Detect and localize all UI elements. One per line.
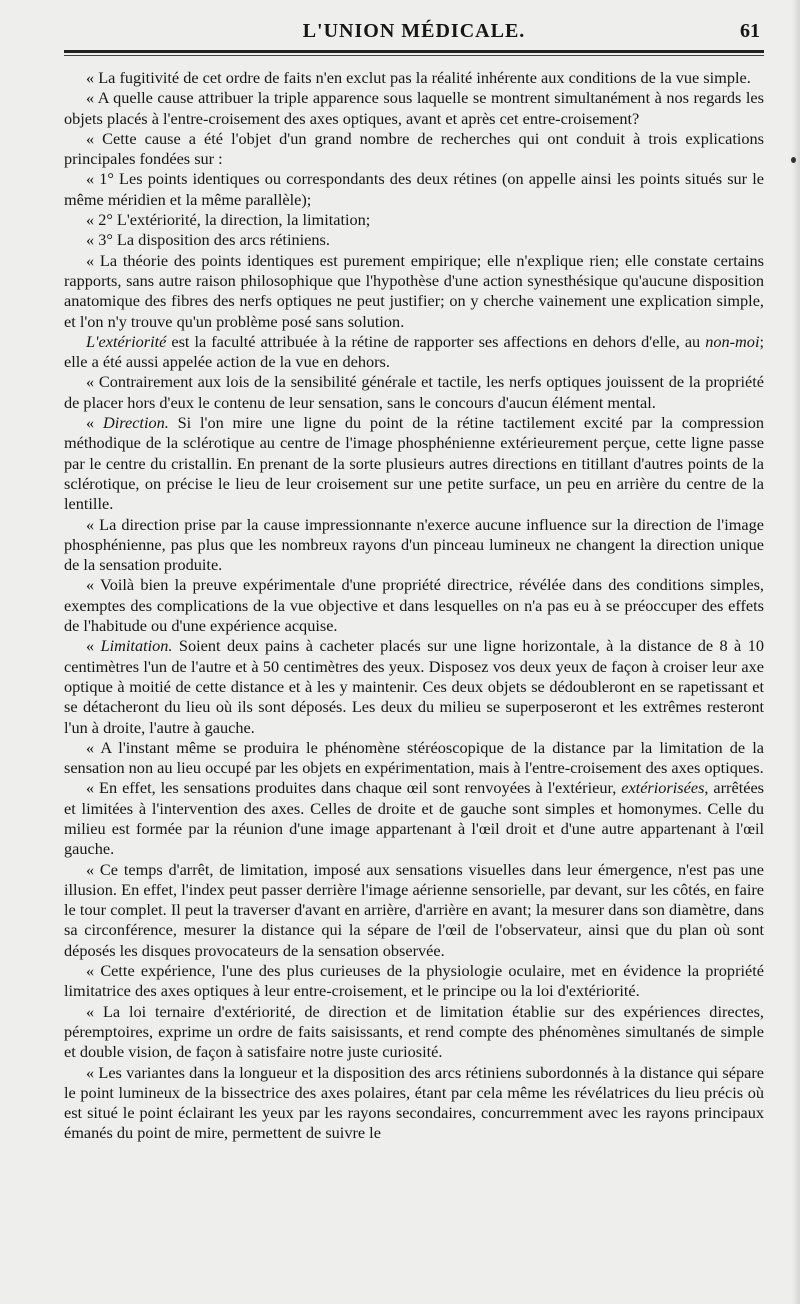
paragraph: « 2° L'extériorité, la direction, la limitation; <box>86 210 371 230</box>
paragraph: « La direction prise par la cause impressionnante n'exerce aucune influence sur la direction de l'image phosphénienne, pas plus que les nombreux rayons d'un pinceau lumineux ne changent la direction unique de la sensation produite. <box>64 514 764 575</box>
paragraph: « Cette cause a été l'objet d'un grand nombre de recherches qui ont conduit à trois explications principales fondées sur : <box>64 128 764 169</box>
paragraph: « Les variantes dans la longueur et la disposition des arcs rétiniens subordonnés à la distance qui sépare le point lumineux de la bissectrice des axes polaires, étant par cela même les révélatrices du lieu précis où est situé le point éclairant les yeux par les rayons secondaires, concurremment avec les rayons principaux émanés du point de mire, permettent de suivre le <box>64 1062 764 1143</box>
paragraph: « La fugitivité de cet ordre de faits n'en exclut pas la réalité inhérente aux conditions de la vue simple. <box>86 68 751 87</box>
running-title: L'UNION MÉDICALE. <box>302 20 526 42</box>
paragraph: « Direction. Si l'on mire une ligne du point de la rétine tactilement excité par la compression méthodique de la sclérotique au centre de l'image phosphénienne extérieurement perçue, cette ligne passe par le centre du cristallin. En prenant de la sorte plusieurs autres directions en titillant d'autres points de la sclérotique, on précise le lieu de leur croisement sur une petite surface, un peu en arrière du centre de la lentille. <box>64 413 764 514</box>
page-edge-shadow <box>792 0 800 1304</box>
ink-dot <box>791 157 796 163</box>
paragraph: « Limitation. Soient deux pains à cacheter placés sur une ligne horizontale, à la distance de 8 à 10 centimètres l'un de l'autre et à 50 centimètres des yeux. Disposez vos deux yeux de façon à croiser leur axe optique à moitié de cette distance et à les y maintenir. Ces deux objets se dédoubleront en se rapetissant et se détacheront du lieu où ils sont déposés. Les deux du milieu se superposeront et les extrêmes resteront l'un à droite, l'autre à gauche. <box>64 636 764 737</box>
paragraph: « En effet, les sensations produites dans chaque œil sont renvoyées à l'extérieur, extériorisées, arrêtées et limitées à l'intervention des axes. Celles de droite et de gauche sont simples et homonymes. Celle du milieu est formée par la réunion d'une image appartenant à l'œil droit et d'une autre appartenant à l'œil gauche. <box>64 778 765 859</box>
header-rule <box>64 50 764 56</box>
paragraph: « A quelle cause attribuer la triple apparence sous laquelle se montrent simultanément à nos regards les objets placés à l'entre-croisement des axes optiques, avant et après cet entre-croisement? <box>64 88 764 128</box>
page-number: 61 <box>740 20 760 42</box>
paragraph: L'extériorité est la faculté attribuée à la rétine de rapporter ses affections en dehors d'elle, au non-moi; elle a été aussi appelée action de la vue en dehors. <box>64 331 764 372</box>
paragraph: « La loi ternaire d'extériorité, de direction et de limitation établie sur des expériences directes, péremptoires, exprime un ordre de faits saisissants, et rend compte des phénomènes simultanés de simple et double vision, de façon à satisfaire notre juste curiosité. <box>64 1001 764 1062</box>
paragraph: « 3° La disposition des arcs rétiniens. <box>86 230 330 250</box>
paragraph: « Ce temps d'arrêt, de limitation, imposé aux sensations visuelles dans leur émergence, n'est pas une illusion. En effet, l'index peut passer derrière l'image aérienne sensorielle, par devant, sur les côtés, en faire le tour complet. Il peut la traverser d'avant en arrière, d'arrière en avant; la mesurer dans son diamètre, dans sa circonférence, mesurer la distance qui la sépare de l'œil de l'observateur, ainsi que du plan où sont déposés les disques provocateurs de la sensation observée. <box>64 859 764 960</box>
paragraph: « 1° Les points identiques ou correspondants des deux rétines (on appelle ainsi les points situés sur le même méridien et la même parallèle); <box>64 169 764 209</box>
paragraph: « Contrairement aux lois de la sensibilité générale et tactile, les nerfs optiques jouissent de la propriété de placer hors d'eux le contenu de leur sensation, sans le concours d'aucun élément mental. <box>64 372 764 412</box>
article-body <box>64 68 764 1144</box>
paragraph: « La théorie des points identiques est purement empirique; elle n'explique rien; elle constate certains rapports, sans autre raison philosophique que l'hypothèse d'une action synesthésique qu'aucune disposition anatomique des fibres des nerfs optiques ne peut justifier; on y cherche vainement une explication simple, et l'on n'y trouve qu'un problème posé sans solution. <box>64 250 764 331</box>
paragraph: « Voilà bien la preuve expérimentale d'une propriété directrice, révélée dans des conditions simples, exemptes des complications de la vue objective et dans lesquelles on n'a pas eu à se préoccuper des effets de l'habitude ou d'une expérience acquise. <box>64 575 764 636</box>
page-header <box>64 18 764 44</box>
paragraph: « A l'instant même se produira le phénomène stéréoscopique de la distance par la limitation de la sensation non au lieu occupé par les objets en expérimentation, mais à l'entre-croisement des axes optiques. <box>64 737 764 778</box>
paragraph: « Cette expérience, l'une des plus curieuses de la physiologie oculaire, met en évidence la propriété limitatrice des axes optiques à leur entre-croisement, et le principe ou la loi d'extériorité. <box>64 961 764 1001</box>
